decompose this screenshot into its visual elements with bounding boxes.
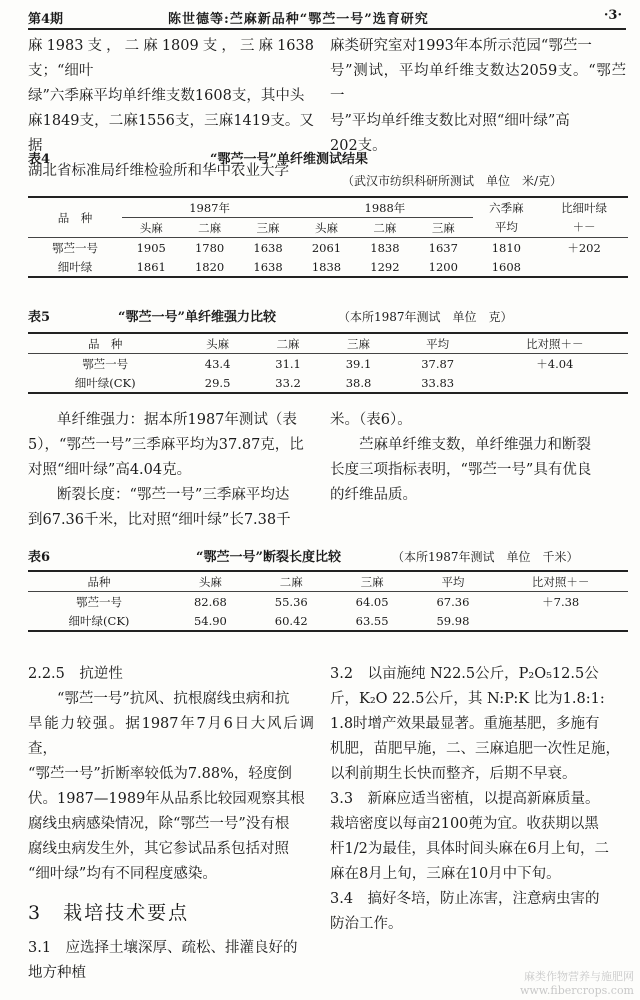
table-header-cell: 平均 bbox=[426, 336, 450, 351]
table-cell bbox=[540, 257, 628, 277]
table5-title: “鄂苎一号”单纤维强力比较 bbox=[118, 310, 276, 325]
table-header-cell: 头麻 bbox=[198, 574, 222, 589]
table-header-row bbox=[28, 571, 628, 592]
table-header-cell: 头麻 bbox=[206, 336, 230, 351]
table-cell: 43.4 bbox=[204, 356, 231, 371]
text-line: 伏。1987—1989年从品系比较园观察其根 bbox=[28, 791, 305, 807]
table-cell: 1638 bbox=[253, 240, 283, 255]
table-header-cell: 三麻 bbox=[347, 336, 370, 351]
table-cell: 1838 bbox=[370, 240, 400, 255]
table-cell: 64.05 bbox=[355, 594, 389, 609]
text-line: 旱能力较强。据1987年7月6日大风后调查， bbox=[28, 716, 314, 757]
text-line: 1.8时增产效果最显著。重施基肥，多施有 bbox=[330, 716, 600, 732]
table-header-cell: 平均 bbox=[441, 574, 465, 589]
table-cell: 55.36 bbox=[274, 594, 308, 609]
table-header-cell: 比对照＋－ bbox=[526, 336, 584, 351]
text-line: 腐线虫病感染情况，除“鄂苎一号”没有根 bbox=[28, 816, 290, 832]
table-cell: 1200 bbox=[428, 259, 458, 274]
running-title: 陈世德等:苎麻新品种“鄂苎一号”选育研究 bbox=[168, 12, 429, 27]
table-cell: 1637 bbox=[428, 240, 458, 255]
text-line: 麻类研究室对1993年本所示范园“鄂苎一 bbox=[330, 38, 592, 54]
watermark-line: www.fibercrops.com bbox=[519, 984, 634, 997]
table-row bbox=[28, 354, 628, 374]
text-line: 3.2 以亩施纯 N22.5公斤，P₂O₅12.5公 bbox=[330, 666, 599, 682]
text-line: 腐线虫病发生外，其它参试品系包括对照 bbox=[28, 841, 289, 857]
running-header bbox=[28, 6, 626, 30]
text-line: 5），“鄂苎一号”三季麻平均为37.87克，比 bbox=[28, 437, 304, 453]
text-line: 地方种植 bbox=[28, 965, 86, 981]
text-line: 的纤维品质。 bbox=[330, 487, 417, 503]
table-cell: 鄂苎一号 bbox=[75, 594, 122, 609]
table-cell: 鄂苎一号 bbox=[52, 240, 98, 255]
table6-label: 表6 bbox=[28, 550, 51, 565]
table4-header-cell: 平均 bbox=[494, 220, 518, 235]
table-header-cell: 三麻 bbox=[360, 574, 384, 589]
bottom-left-column bbox=[28, 662, 314, 986]
table4-header-cell: 头麻 bbox=[139, 220, 163, 235]
table-cell: 1810 bbox=[491, 240, 521, 255]
table4-header-cell: 三麻 bbox=[256, 220, 280, 235]
text-line: “鄂苎一号”折断率较低为7.88%，轻度倒 bbox=[28, 766, 292, 782]
text-line: 对照“细叶绿”高4.04克。 bbox=[28, 462, 192, 478]
table4-header-avg: 六季麻 bbox=[489, 200, 524, 215]
text-line: 长度三项指标表明，“鄂苎一号”具有优良 bbox=[330, 462, 592, 478]
table-cell: 67.36 bbox=[436, 594, 470, 609]
table-cell: ＋4.04 bbox=[536, 356, 574, 371]
watermark bbox=[520, 970, 634, 998]
text-line: 机肥，苗肥早施，二、三麻追肥一次性足施， bbox=[330, 741, 620, 757]
top-right-column bbox=[330, 34, 626, 159]
text-line: 米。（表6）。 bbox=[330, 412, 412, 428]
table-cell: 2061 bbox=[311, 240, 342, 255]
table5-label: 表5 bbox=[28, 310, 51, 325]
table-cell: 54.90 bbox=[193, 613, 227, 628]
table-cell: 细叶绿(CK) bbox=[68, 613, 130, 628]
table5-note: （本所1987年测试 单位 克） bbox=[338, 310, 513, 324]
table-row bbox=[28, 611, 628, 631]
table-cell: 38.8 bbox=[345, 375, 372, 390]
text-line: 3.4 搞好冬培，防止冻害，注意病虫害的 bbox=[330, 891, 600, 907]
table4-header-cell: 二麻 bbox=[198, 220, 222, 235]
text-line: 绿”六季麻平均单纤维支数1608支，其中头 bbox=[28, 88, 305, 104]
table-cell bbox=[493, 611, 628, 631]
table6-note: （本所1987年测试 单位 千米） bbox=[392, 550, 579, 564]
table-cell: 1292 bbox=[370, 259, 400, 274]
table-cell: 59.98 bbox=[436, 613, 470, 628]
text-line: 麻1983支，二麻1809支，三麻1638支；“细叶 bbox=[28, 38, 314, 79]
table-row bbox=[28, 373, 628, 393]
table-cell: 1638 bbox=[253, 259, 283, 274]
middle-right-column bbox=[330, 408, 626, 508]
table-cell: 63.55 bbox=[355, 613, 389, 628]
text-line: 号”平均单纤维支数比对照“细叶绿”高 bbox=[330, 113, 570, 129]
issue-number: 第4期 bbox=[28, 12, 64, 27]
bottom-right-column bbox=[330, 662, 626, 937]
text-line: 3.3 新麻应适当密植，以提高新麻质量。 bbox=[330, 791, 600, 807]
table4-header-cell: 三麻 bbox=[431, 220, 455, 235]
table-cell: 33.83 bbox=[421, 375, 455, 390]
table-cell: 29.5 bbox=[204, 375, 231, 390]
table4-header-cell: 二麻 bbox=[373, 220, 397, 235]
middle-left-column bbox=[28, 408, 314, 533]
text-line: “细叶绿”均有不同程度感染。 bbox=[28, 866, 217, 882]
text-line: 苎麻单纤维支数，单纤维强力和断裂 bbox=[359, 437, 591, 453]
subsection-heading: 2.2.5 抗逆性 bbox=[28, 666, 123, 682]
page-number: ·3· bbox=[603, 8, 622, 23]
table4-header-cell: 头麻 bbox=[314, 220, 338, 235]
table-cell: 82.68 bbox=[193, 594, 227, 609]
table4-header-variety: 品 种 bbox=[57, 210, 93, 225]
table-header-cell: 二麻 bbox=[276, 336, 300, 351]
table4-header-cmp: 比细叶绿 bbox=[561, 200, 608, 215]
table-row bbox=[28, 592, 628, 612]
text-line: 以利前期生长快而整齐，后期不早衰。 bbox=[330, 766, 577, 782]
table-cell: 60.42 bbox=[274, 613, 308, 628]
table-cell: 1905 bbox=[136, 240, 166, 255]
text-line: 麻在8月上旬，三麻在10月中下旬。 bbox=[330, 866, 561, 882]
text-line: 杆1/2为最佳，具体时间头麻在6月上旬，二 bbox=[330, 841, 610, 857]
text-line: 断裂长度：“鄂苎一号”三季麻平均达 bbox=[57, 487, 290, 503]
table-cell: 1820 bbox=[194, 259, 225, 274]
text-line: 防治工作。 bbox=[330, 916, 403, 932]
table-cell: 鄂苎一号 bbox=[82, 356, 129, 371]
table-header-cell: 比对照＋－ bbox=[531, 574, 590, 589]
text-line: 单纤维强力：据本所1987年测试（表 bbox=[57, 412, 297, 428]
table4-title: “鄂苎一号”单纤维测试结果 bbox=[210, 152, 368, 167]
table-cell: 细叶绿(CK) bbox=[74, 375, 136, 390]
table-row bbox=[28, 257, 628, 277]
watermark-line: 麻类作物营养与施肥网 bbox=[524, 970, 634, 983]
table4-note: （武汉市纺织科研所测试 单位 米/克） bbox=[342, 174, 563, 188]
table-header-cell: 二麻 bbox=[279, 574, 303, 589]
table4-label: 表4 bbox=[28, 152, 51, 167]
table-header-row bbox=[28, 333, 628, 354]
text-line: “鄂苎一号”抗风、抗根腐线虫病和抗 bbox=[57, 691, 290, 707]
text-line: 3.1 应选择土壤深厚、疏松、排灌良好的 bbox=[28, 940, 298, 956]
section-title: 3 栽培技术要点 bbox=[28, 902, 190, 924]
table-cell: 39.1 bbox=[345, 356, 372, 371]
table-cell: 31.1 bbox=[275, 356, 301, 371]
table-cell: ＋7.38 bbox=[542, 594, 580, 609]
table5 bbox=[28, 332, 628, 394]
table-cell: 33.2 bbox=[275, 375, 301, 390]
table4-header-year1: 1987年 bbox=[122, 197, 297, 218]
text-line: 湖北省标准局纤维检验所和华中农业大学 bbox=[28, 163, 289, 179]
table-cell: 37.87 bbox=[421, 356, 455, 371]
table-header-cell: 品 种 bbox=[87, 336, 123, 351]
table-cell: 1838 bbox=[311, 259, 342, 274]
table6 bbox=[28, 570, 628, 632]
table-row bbox=[28, 238, 628, 258]
table-cell: 1861 bbox=[136, 259, 166, 274]
text-line: 号”测试，平均单纤维支数达2059支。“鄂苎一 bbox=[330, 63, 626, 104]
table-cell: 1608 bbox=[491, 259, 521, 274]
text-line: 到67.36千米，比对照“细叶绿”长7.38千 bbox=[28, 512, 291, 528]
text-line: 斤，K₂O 22.5公斤，其 N:P:K 比为1.8:1: bbox=[330, 691, 605, 707]
text-line: 麻1849支，二麻1556支，三麻1419支。又据 bbox=[28, 113, 314, 154]
table-cell: ＋202 bbox=[567, 240, 601, 255]
table4-header-cell: ＋－ bbox=[572, 220, 596, 235]
text-line: 202支。 bbox=[330, 138, 387, 154]
text-line: 栽培密度以每亩2100蔸为宜。收获期以黑 bbox=[330, 816, 599, 832]
table-cell: 1780 bbox=[194, 240, 225, 255]
table6-title: “鄂苎一号”断裂长度比较 bbox=[196, 550, 341, 565]
table-cell bbox=[482, 373, 628, 393]
table-cell: 细叶绿 bbox=[57, 259, 93, 274]
table4-header-year2: 1988年 bbox=[297, 197, 472, 218]
table4 bbox=[28, 196, 628, 278]
table-header-cell: 品种 bbox=[87, 574, 111, 589]
